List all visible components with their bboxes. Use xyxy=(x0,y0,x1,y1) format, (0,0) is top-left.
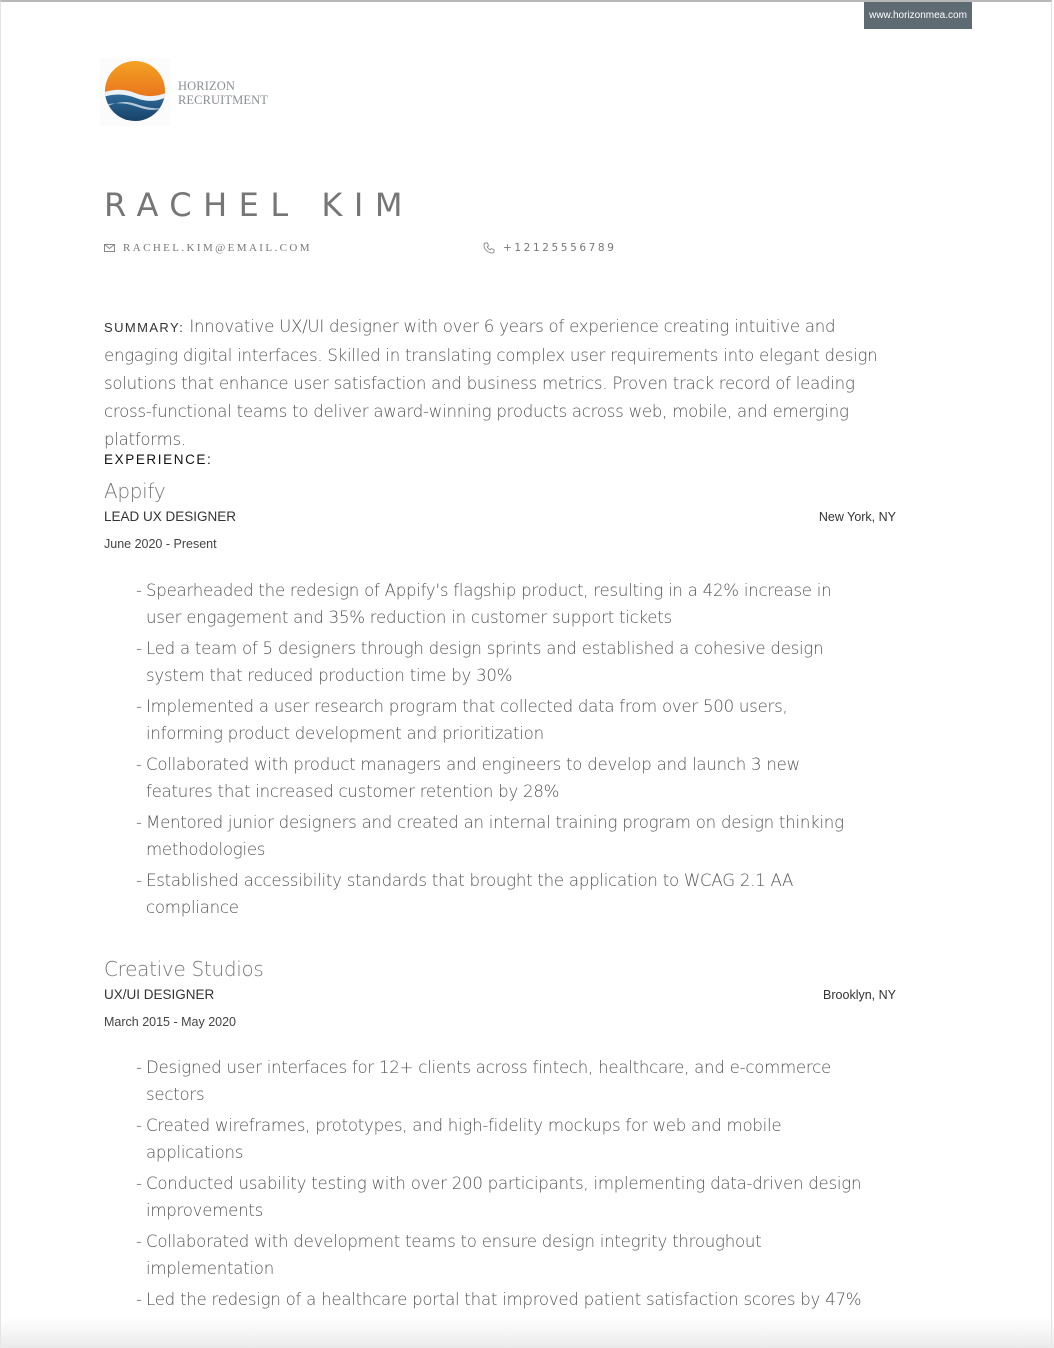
experience-heading: EXPERIENCE: xyxy=(104,452,213,467)
bullet-item: - Led a team of 5 designers through design sprints and established a cohesive design system that reduced production time by 30% xyxy=(136,635,866,689)
bullet-item: - Conducted usability testing with over 200 participants, implementing data-driven design improvements xyxy=(136,1170,866,1224)
job-entry xyxy=(104,478,896,551)
email-contact xyxy=(104,240,312,256)
job-title: LEAD UX DESIGNER xyxy=(104,509,237,524)
bullet-item: - Mentored junior designers and created an internal training program on design thinking methodologies xyxy=(136,809,866,863)
job-title: UX/UI DESIGNER xyxy=(104,987,215,1002)
job-dates: June 2020 - Present xyxy=(104,537,217,551)
email-text[interactable]: RACHEL.KIM@EMAIL.COM xyxy=(123,242,312,254)
bullet-item: - Designed user interfaces for 12+ clients across fintech, healthcare, and e-commerce sectors xyxy=(136,1054,866,1108)
horizon-sunset-logo-icon xyxy=(100,58,170,126)
job-location: Brooklyn, NY xyxy=(823,988,896,1002)
role-row xyxy=(104,509,896,527)
bullet-item: - Established accessibility standards that brought the application to WCAG 2.1 AA compliance xyxy=(136,867,866,921)
logo-wordmark xyxy=(178,79,268,107)
bullet-item: - Led the redesign of a healthcare portal that improved patient satisfaction scores by 47% xyxy=(136,1286,866,1313)
page-bottom-shadow xyxy=(0,1318,1054,1348)
job-bullet-list xyxy=(136,1054,866,1317)
candidate-name: RACHEL KIM xyxy=(104,186,414,224)
job-entry xyxy=(104,956,896,1029)
bullet-item: - Implemented a user research program that collected data from over 500 users, informing product development and prioritization xyxy=(136,693,866,747)
summary-paragraph xyxy=(104,313,904,454)
company-name: Creative Studios xyxy=(104,957,264,981)
logo-line-1: HORIZON xyxy=(178,79,235,93)
phone-text[interactable]: +12125556789 xyxy=(503,242,617,254)
envelope-icon xyxy=(104,244,115,252)
role-row xyxy=(104,987,896,1005)
bullet-item: - Collaborated with product managers and engineers to develop and launch 3 new features that increased customer retention by 28% xyxy=(136,751,866,805)
job-location: New York, NY xyxy=(818,510,896,524)
phone-contact xyxy=(483,240,616,256)
company-logo xyxy=(100,58,275,126)
bullet-item: - Spearheaded the redesign of Appify's flagship product, resulting in a 42% increase in user engagement and 35% reduction in customer support tickets xyxy=(136,577,866,631)
job-dates: March 2015 - May 2020 xyxy=(104,1015,237,1029)
job-bullet-list xyxy=(136,577,866,925)
logo-line-2: RECRUITMENT xyxy=(178,93,268,107)
bullet-item: - Collaborated with development teams to ensure design integrity throughout implementation xyxy=(136,1228,866,1282)
summary-text: Innovative UX/UI designer with over 6 years of experience creating intuitive and engaging digital interfaces. Skilled in translating complex user requirements into elegant design solutions that enhance user satisfaction and business metrics. Proven track record of leading cross-functional teams to deliver award-winning products across web, mobile, and emerging platforms. xyxy=(104,317,878,449)
website-link[interactable]: www.horizonmea.com xyxy=(864,2,972,29)
company-name: Appify xyxy=(104,479,166,503)
phone-icon xyxy=(483,242,495,254)
summary-label: SUMMARY: xyxy=(104,320,185,335)
bullet-item: - Created wireframes, prototypes, and high-fidelity mockups for web and mobile applications xyxy=(136,1112,866,1166)
